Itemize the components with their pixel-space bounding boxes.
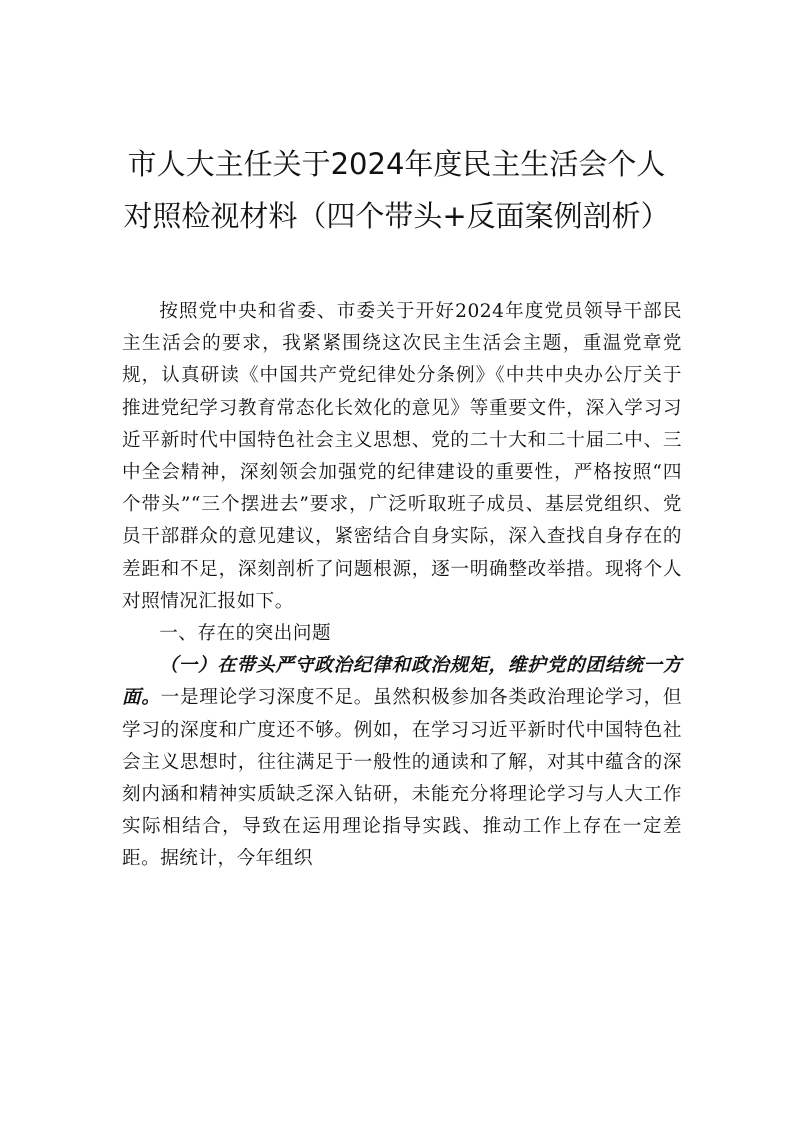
subsection-paragraph xyxy=(122,650,682,875)
section-heading-problems: 一、存在的突出问题 xyxy=(159,623,332,645)
subsection-heading: （一）在带头严守政治纪律和政治规矩，维护党的团结统一方面。 xyxy=(122,655,682,709)
intro-paragraph: 按照党中央和省委、市委关于开好2024年度党员领导干部民主生活会的要求，我紧紧围绕这次民主生活会主题，重温党章党规，认真研读《中国共产党纪律处分条例》《中共中央办公厅关于推进党纪学习教育常态化长效化的意见》等重要文件，深入学习习近平新时代中国特色社会主义思想、党的二十大和二十届二中、三中全会精神，深刻领会加强党的纪律建设的重要性，严格按照“四个带头”“三个摆进去”要求，广泛听取班子成员、基层党组织、党员干部群众的意见建议，紧密结合自身实际，深入查找自身存在的差距和不足，深刻剖析了问题根源，逐一明确整改举措。现将个人对照情况汇报如下。 xyxy=(122,301,682,612)
subsection-text: 一是理论学习深度不足。虽然积极参加各类政治理论学习，但学习的深度和广度还不够。例如，在学习习近平新时代中国特色社会主义思想时，往往满足于一般性的通读和了解，对其中蕴含的深刻内涵和精神实质缺乏深入钻研，未能充分将理论学习与人大工作实际相结合，导致在运用理论指导实践、推动工作上存在一定差距。据统计，今年组织 xyxy=(122,687,682,870)
document-title-line-1: 市人大主任关于2024年度民主生活会个人 xyxy=(127,147,666,181)
document-body xyxy=(122,296,682,876)
document-title-line-2: 对照检视材料（四个带头+反面案例剖析） xyxy=(123,199,670,233)
document-title xyxy=(100,138,693,242)
